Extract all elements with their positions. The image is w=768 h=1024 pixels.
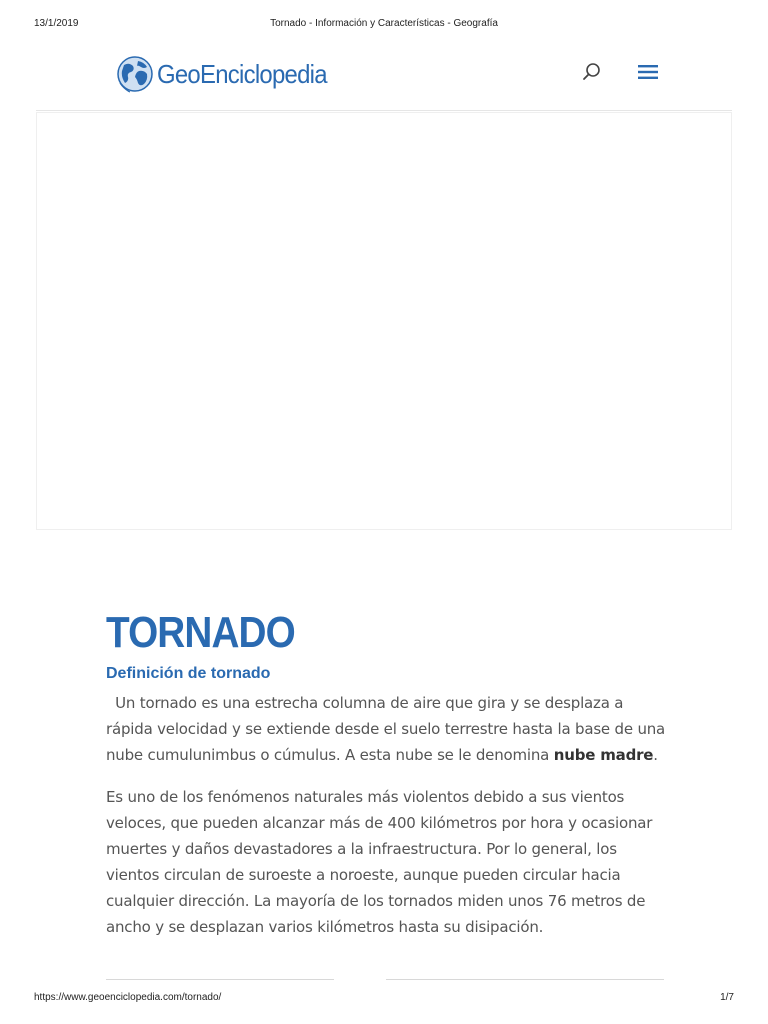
menu-button[interactable] [636, 60, 660, 84]
paragraph-1-end: . [653, 746, 658, 764]
article-content [106, 606, 670, 940]
print-page-title: Tornado - Información y Características - Geografía [270, 18, 498, 29]
ad-placeholder [36, 112, 732, 530]
divider-left [106, 979, 334, 980]
article-paragraph-2: Es uno de los fenómenos naturales más violentos debido a sus vientos veloces, que pueden alcanzar más de 400 kilómetros por hora y ocasionar muertes y daños devastadores a la infraestructura. Por lo general, los vientos circulan de suroeste a noroeste, aunque pueden circular hacia cualquier dirección. La mayoría de los tornados miden unos 76 metros de ancho y se desplazan varios kilómetros hasta su disipación. [106, 788, 653, 936]
globe-icon [116, 53, 154, 95]
article-title: TORNADO [106, 608, 295, 657]
hamburger-menu-icon [636, 60, 660, 84]
site-logo[interactable] [116, 52, 342, 96]
paragraph-1-text: Un tornado es una estrecha columna de aire que gira y se desplaza a rápida velocidad y se extiende desde el suelo terrestre hasta la base de una nube cumulunimbus o cúmulus. A esta nube se le denomina [106, 694, 670, 764]
bold-term-nube-madre: nube madre [553, 746, 654, 764]
print-page-number: 1/7 [720, 992, 734, 1003]
print-url: https://www.geoenciclopedia.com/tornado/ [34, 992, 222, 1003]
article-paragraph-1 [106, 690, 670, 768]
site-header [36, 40, 732, 111]
search-button[interactable] [580, 60, 604, 84]
print-date: 13/1/2019 [34, 18, 79, 29]
article-subtitle: Definición de tornado [106, 665, 271, 682]
search-icon [580, 60, 604, 84]
divider-right [386, 979, 664, 980]
logo-text: GeoEnciclopedia [157, 58, 327, 89]
